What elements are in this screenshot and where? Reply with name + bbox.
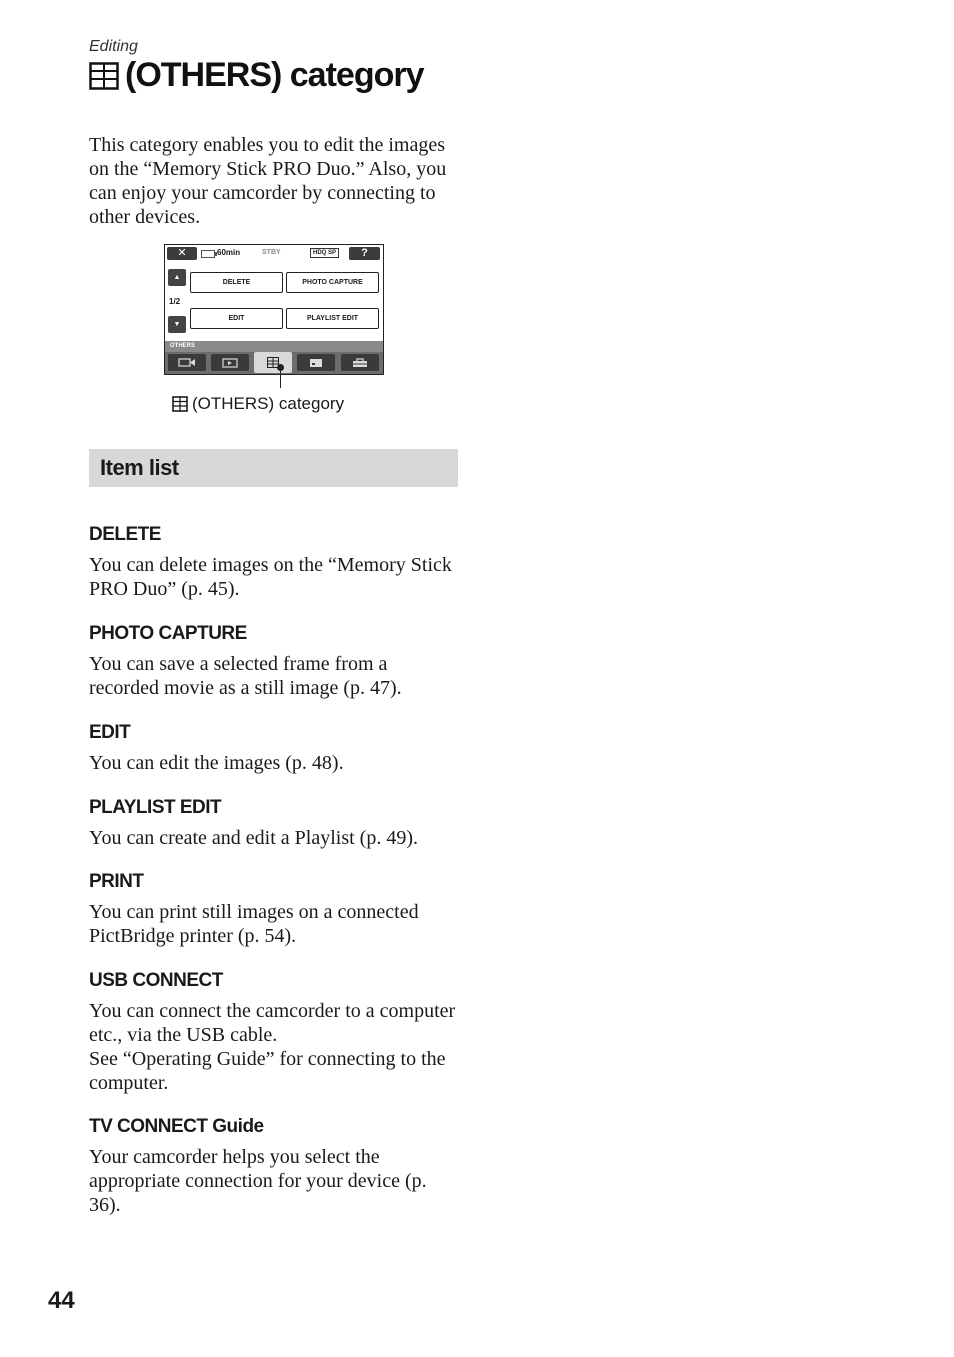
callout-label <box>172 394 344 414</box>
item-description: You can delete images on the “Memory Stick PRO Duo” (p. 45). <box>89 554 452 600</box>
tab-playback[interactable] <box>211 354 249 371</box>
toolbox-icon <box>352 358 368 368</box>
item-list-heading <box>89 449 458 487</box>
display-icon <box>309 358 323 368</box>
page-number: 44 <box>48 1287 75 1314</box>
item-description-extra: See “Operating Guide” for connecting to the computer. <box>89 1048 446 1094</box>
item-description: Your camcorder helps you select the appropriate connection for your device (p. 36). <box>89 1146 427 1216</box>
item-title: TV CONNECT Guide <box>89 1116 264 1137</box>
item-description: You can edit the images (p. 48). <box>89 752 344 774</box>
item-title: PLAYLIST EDIT <box>89 797 222 818</box>
item-description: You can connect the camcorder to a computer etc., via the USB cable. <box>89 1000 456 1046</box>
others-category-icon <box>89 62 119 90</box>
screen-status-bar <box>165 245 383 264</box>
page-title-text: (OTHERS) category <box>125 56 424 94</box>
list-item-photo-capture <box>89 622 459 700</box>
item-list-heading-text: Item list <box>100 455 179 480</box>
list-item-tv-connect-guide <box>89 1115 459 1217</box>
list-item-edit <box>89 721 459 775</box>
item-title: USB CONNECT <box>89 970 223 991</box>
tab-movie-camera[interactable] <box>168 354 206 371</box>
page-indicator: 1/2 <box>169 297 181 306</box>
item-title: EDIT <box>89 722 131 743</box>
remaining-time: 60min <box>217 248 241 257</box>
camcorder-screen <box>164 244 384 375</box>
category-bar <box>165 341 383 352</box>
movie-camera-icon <box>178 358 196 367</box>
item-description: You can print still images on a connected PictBridge printer (p. 54). <box>89 901 419 947</box>
scroll-up-button[interactable]: ▲ <box>168 269 186 286</box>
playback-icon <box>222 358 238 368</box>
category-tabs <box>165 352 383 374</box>
battery-icon <box>201 250 215 258</box>
tab-display[interactable] <box>297 354 335 371</box>
callout-line <box>280 368 281 388</box>
others-category-icon <box>172 396 188 412</box>
playlist-edit-button[interactable]: PLAYLIST EDIT <box>286 308 379 329</box>
section-label: Editing <box>89 38 138 55</box>
category-bar-label: OTHERS <box>170 343 196 349</box>
list-item-delete <box>89 523 459 601</box>
tab-others[interactable] <box>254 352 292 373</box>
item-title: PRINT <box>89 871 144 892</box>
delete-button[interactable]: DELETE <box>190 272 283 293</box>
quality-badge: HDQ SP <box>310 248 339 258</box>
close-button[interactable]: ✕ <box>167 247 197 260</box>
list-item-playlist-edit <box>89 796 459 850</box>
list-item-usb-connect <box>89 969 459 1095</box>
list-item-print <box>89 870 459 948</box>
photo-capture-button[interactable]: PHOTO CAPTURE <box>286 272 379 293</box>
page-title <box>89 56 424 95</box>
item-description: You can create and edit a Playlist (p. 49). <box>89 827 418 849</box>
item-title: DELETE <box>89 524 161 545</box>
item-description: You can save a selected frame from a recorded movie as a still image (p. 47). <box>89 653 402 699</box>
intro-paragraph: This category enables you to edit the images on the “Memory Stick PRO Duo.” Also, you can enjoy your camcorder by connecting to other devices. <box>89 134 447 228</box>
scroll-down-button[interactable]: ▼ <box>168 316 186 333</box>
edit-button[interactable]: EDIT <box>190 308 283 329</box>
callout-label-text: (OTHERS) category <box>192 394 345 413</box>
item-title: PHOTO CAPTURE <box>89 623 247 644</box>
tab-toolbox[interactable] <box>341 354 379 371</box>
standby-status: STBY <box>262 249 281 256</box>
help-button[interactable]: ? <box>349 247 380 260</box>
